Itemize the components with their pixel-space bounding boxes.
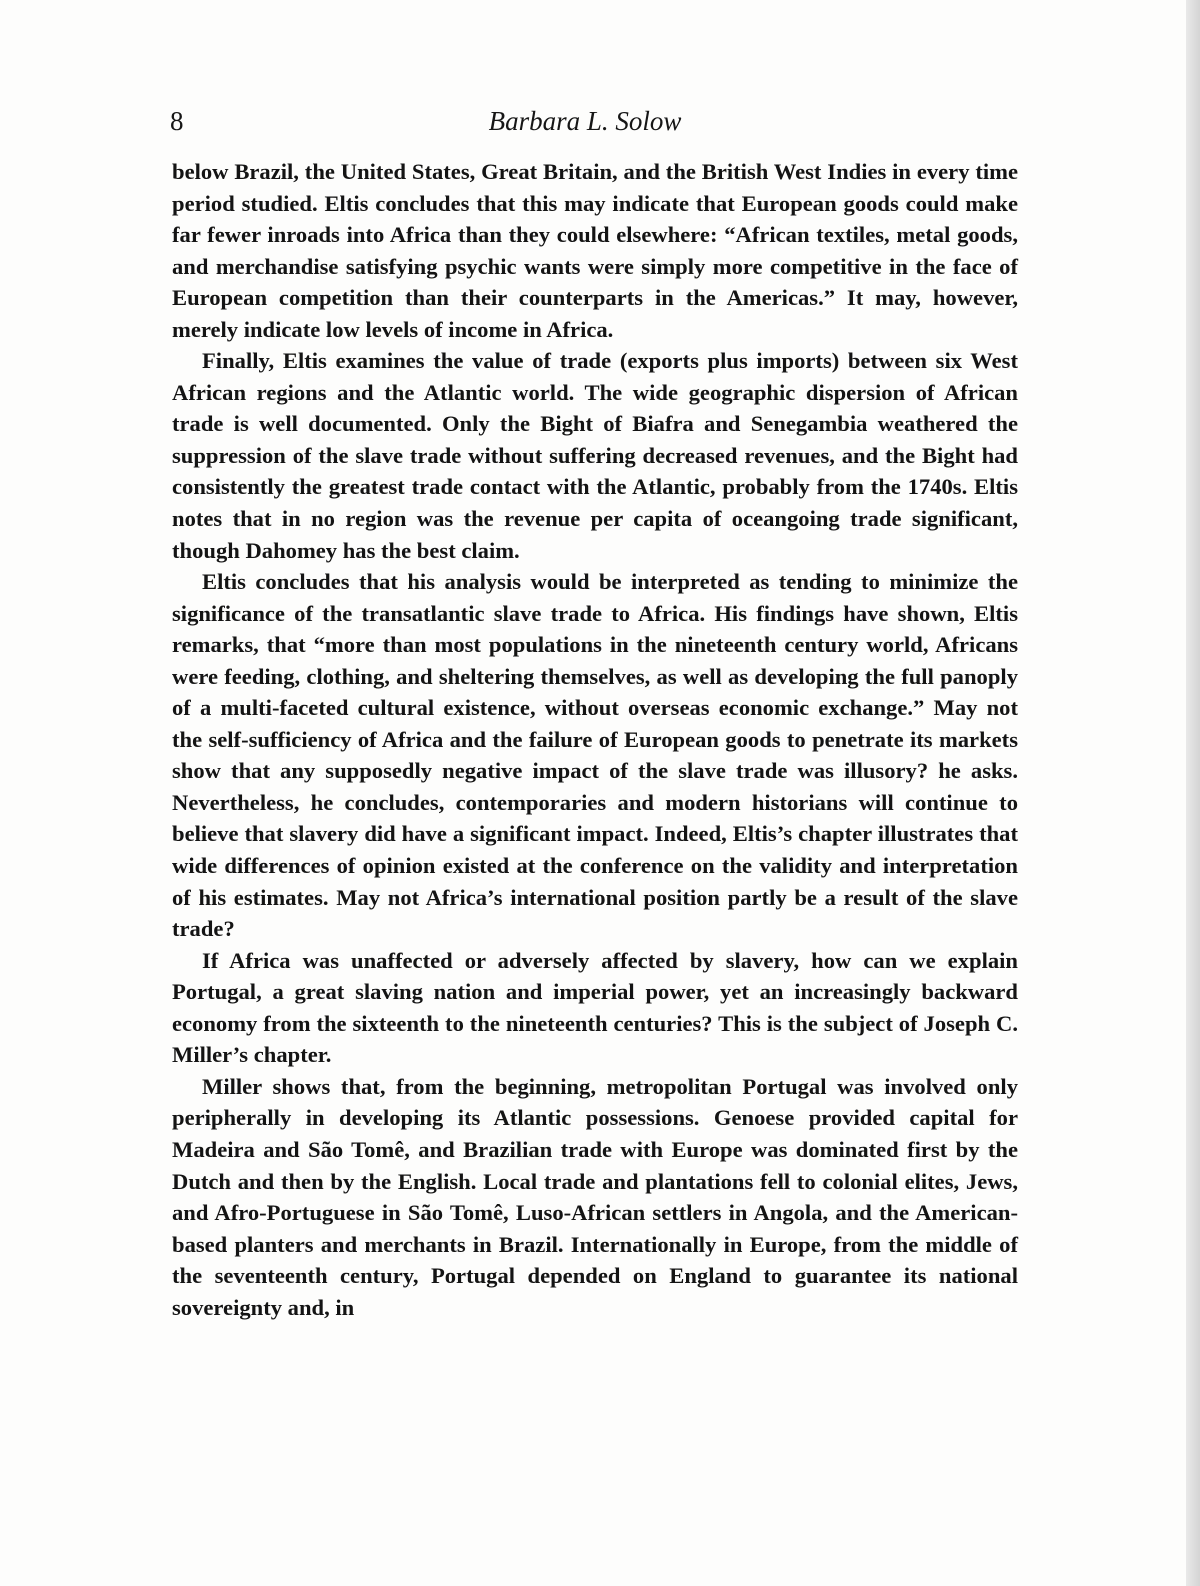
paragraph-1: below Brazil, the United States, Great Britain, and the British West Indies in every time period studied. Eltis concludes that this may indicate that European goods could make far fewer inroads into Africa than they could elsewhere: “African textiles, metal goods, and merchandise satisfying psychic wants were simply more competitive in the face of European competition than their counterparts in the Americas.” It may, however, merely indicate low levels of income in Africa. [172, 159, 1018, 342]
paragraph-4: If Africa was unaffected or adversely affected by slavery, how can we explain Portugal, a great slaving nation and imperial power, yet an increasingly backward economy from the sixteenth to the nineteenth centuries? This is the subject of Joseph C. Miller’s chapter. [172, 947, 1018, 1068]
body-text [172, 156, 1018, 1323]
paragraph-5: Miller shows that, from the beginning, metropolitan Portugal was involved only peripherally in developing its Atlantic possessions. Genoese provided capital for Madeira and São Tomê, and Brazilian trade with Europe was dominated first by the Dutch and then by the English. Local trade and plantations fell to colonial elites, Jews, and Afro-Portuguese in São Tomê, Luso-African settlers in Angola, and the American-based planters and merchants in Brazil. Internationally in Europe, from the middle of the seventeenth century, Portugal depended on England to guarantee its national sovereignty and, in [172, 1073, 1018, 1320]
page-edge-shadow [1186, 0, 1200, 1586]
running-head-author: Barbara L. Solow [488, 106, 682, 136]
paragraph-2: Finally, Eltis examines the value of trade (exports plus imports) between six West African regions and the Atlantic world. The wide geographic dispersion of African trade is well documented. Only the Bight of Biafra and Senegambia weathered the suppression of the slave trade without suffering decreased revenues, and the Bight had consistently the greatest trade contact with the Atlantic, probably from the 1740s. Eltis notes that in no region was the revenue per capita of oceangoing trade significant, though Dahomey has the best claim. [172, 348, 1018, 563]
page-number: 8 [170, 106, 184, 136]
running-head [170, 106, 1000, 146]
paragraph-3: Eltis concludes that his analysis would be interpreted as tending to minimize the significance of the transatlantic slave trade to Africa. His findings have shown, Eltis remarks, that “more than most populations in the nineteenth century world, Africans were feeding, clothing, and sheltering themselves, as well as developing the full panoply of a multi-faceted cultural existence, without overseas economic exchange.” May not the self-sufficiency of Africa and the failure of European goods to penetrate its markets show that any supposedly negative impact of the slave trade was illusory? he asks. Nevertheless, he concludes, contemporaries and modern historians will continue to believe that slavery did have a significant impact. Indeed, Eltis’s chapter illustrates that wide differences of opinion existed at the conference on the validity and interpretation of his estimates. May not Africa’s international position partly be a result of the slave trade? [172, 569, 1018, 942]
